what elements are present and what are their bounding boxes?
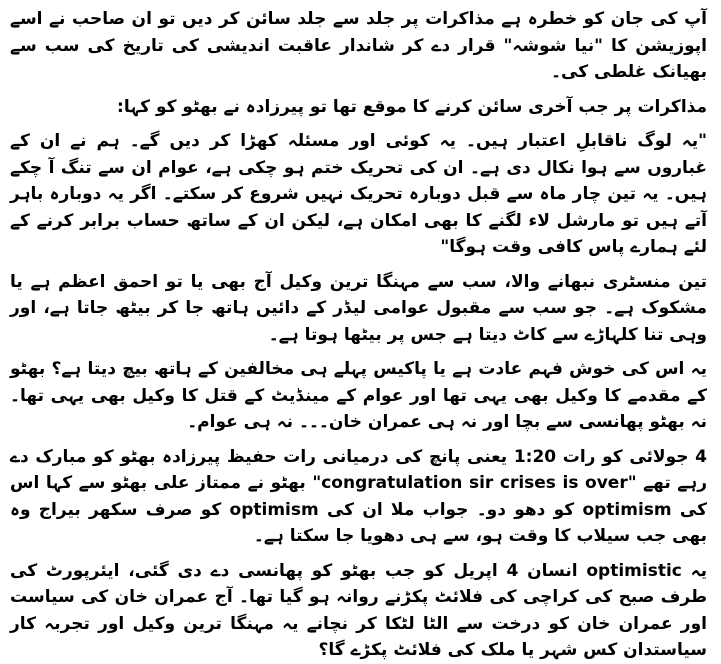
paragraph-quote: "یہ لوگ ناقابلِ اعتبار ہیں۔ یہ کوئی اور مسئلہ کھڑا کر دیں گے۔ ہم نے ان کے غباروں سے ہوا نکال دی ہے۔ ان کی تحریک ختم ہو چکی ہے، عوام ان سے تنگ آ چکے ہیں۔ یہ تین چار ماہ سے قبل دوبارہ تحریک نہیں شروع کر سکتے۔ اگر یہ دوبارہ باہر آتے ہیں تو مارشل لاء لگنے کا بھی امکان ہے، لیکن ان کے ساتھ حساب برابر کرنے کے لئے ہمارے پاس کافی وقت ہوگا" xyxy=(10,131,707,257)
paragraph-7: یہ optimistic انسان 4 اپریل کو جب بھٹو کو پھانسی دے دی گئی، ایئرپورٹ کی طرف صبح کی کراچی کی فلائٹ پکڑنے روانہ ہو گیا تھا۔ آج عمران خان کی سیاست اور عمران خان کو درخت سے الٹا لٹکا کر نچانے یہ مہنگا ترین وکیل اور تجربہ کار سیاستدان کس شہر یا ملک کی فلائٹ پکڑے گا؟ xyxy=(10,560,707,660)
paragraph-6: 4 جولائی کو رات 1:20 یعنی پانچ کی درمیانی رات حفیظ پیرزادہ بھٹو کو مبارک دے رہے تھے "congratulation sir crises is over" بھٹو نے ممتاز علی بھٹو سے کہا اس کی optimism کو دھو دو۔ جواب ملا ان کی optimism کو صرف سکھر بیراج وہ بھی جب سیلاب کا وقت ہو، سے ہی دھویا جا سکتا ہے۔ xyxy=(10,446,707,546)
paragraph-5: یہ اس کی خوش فہم عادت ہے یا پاکیس پہلے ہی مخالفین کے ہاتھ بیچ دیتا ہے؟ بھٹو کے مقدمے کا وکیل بھی یہی تھا اور عوام کے مینڈیٹ کے قتل کا وکیل بھی یہی تھا۔ نہ بھٹو پھانسی سے بچا اور نہ ہی عمران خان۔۔۔ نہ ہی عوام۔ xyxy=(10,359,707,432)
paragraph-4: تین منسٹری نبھانے والا، سب سے مہنگا ترین وکیل آج بھی یا تو احمق اعظم ہے یا مشکوک ہے۔ جو سب سے مقبول عوامی لیڈر کے دائیں ہاتھ جا کر بیٹھ جاتا ہے، اور وہی تنا کلہاڑے سے کاٹ دیتا ہے جس پر بیٹھا ہوتا ہے۔ xyxy=(10,271,707,345)
paragraph-1: آپ کی جان کو خطرہ ہے مذاکرات پر جلد سے جلد سائن کر دیں تو ان صاحب نے اسے اپوزیشن کا "نیا شوشہ" قرار دے کر شاندار عاقبت اندیشی کی تاریخ کی سب سے بھیانک غلطی کی۔ xyxy=(10,9,707,82)
paragraph-2: مذاکرات پر جب آخری سائن کرنے کا موقع تھا تو پیرزادہ نے بھٹو کو کہا: xyxy=(117,96,707,117)
